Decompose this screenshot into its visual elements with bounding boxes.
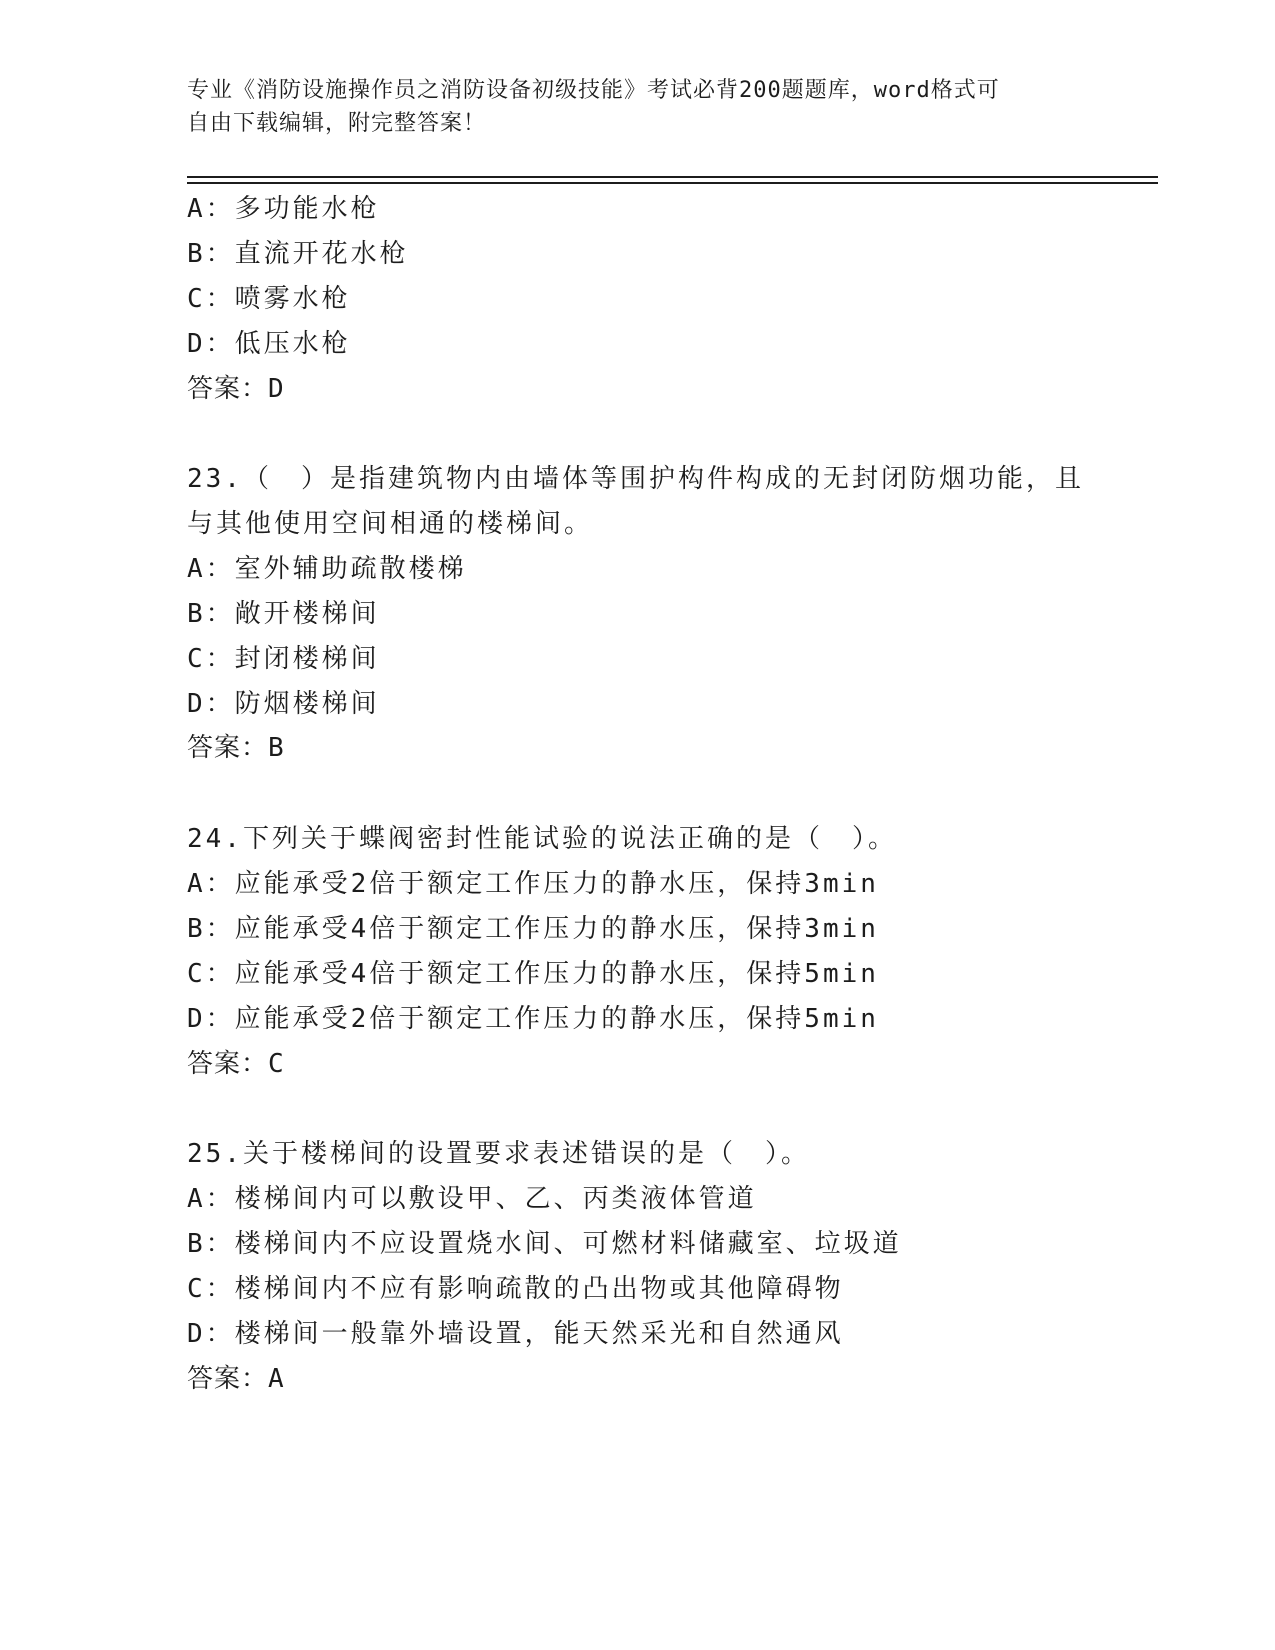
q22-option-d: D：低压水枪 [187,329,351,359]
q23-stem-line-2: 与其他使用空间相通的楼梯间。 [187,509,594,539]
q25-option-a: A：楼梯间内可以敷设甲、乙、丙类液体管道 [187,1184,757,1214]
q25-option-b: B：楼梯间内不应设置烧水间、可燃材料储藏室、垃圾道 [187,1229,902,1259]
header-line-2: 自由下载编辑，附完整答案！ [187,111,487,136]
q22-option-c: C：喷雾水枪 [187,284,351,314]
q23-stem-line-1: 23.（ ）是指建筑物内由墙体等围护构件构成的无封闭防烟功能，且 [187,464,1084,494]
q24-option-d: D：应能承受2倍于额定工作压力的静水压，保持5min [187,1004,879,1034]
q22-answer: 答案：D [187,374,285,404]
q25-option-d: D：楼梯间一般靠外墙设置，能天然采光和自然通风 [187,1319,844,1349]
q25-answer: 答案：A [187,1364,285,1394]
q22-option-b: B：直流开花水枪 [187,239,409,269]
q22-option-a: A：多功能水枪 [187,194,380,224]
q23-option-b: B：敞开楼梯间 [187,599,380,629]
q23-option-c: C：封闭楼梯间 [187,644,380,674]
header-line-1: 专业《消防设施操作员之消防设备初级技能》考试必背200题题库，word格式可 [187,78,1000,103]
q23-option-a: A：室外辅助疏散楼梯 [187,554,467,584]
q24-stem: 24.下列关于蝶阀密封性能试验的说法正确的是（ ）。 [187,824,897,854]
q24-option-a: A：应能承受2倍于额定工作压力的静水压，保持3min [187,869,879,899]
header-rule-bottom [187,182,1158,184]
q25-option-c: C：楼梯间内不应有影响疏散的凸出物或其他障碍物 [187,1274,844,1304]
q24-answer: 答案：C [187,1049,285,1079]
q24-option-b: B：应能承受4倍于额定工作压力的静水压，保持3min [187,914,879,944]
q24-option-c: C：应能承受4倍于额定工作压力的静水压，保持5min [187,959,879,989]
header-rule-top [187,176,1158,178]
q23-option-d: D：防烟楼梯间 [187,689,380,719]
document-header [187,74,1087,140]
q25-stem: 25.关于楼梯间的设置要求表述错误的是（ ）。 [187,1139,810,1169]
q23-answer: 答案：B [187,733,285,763]
